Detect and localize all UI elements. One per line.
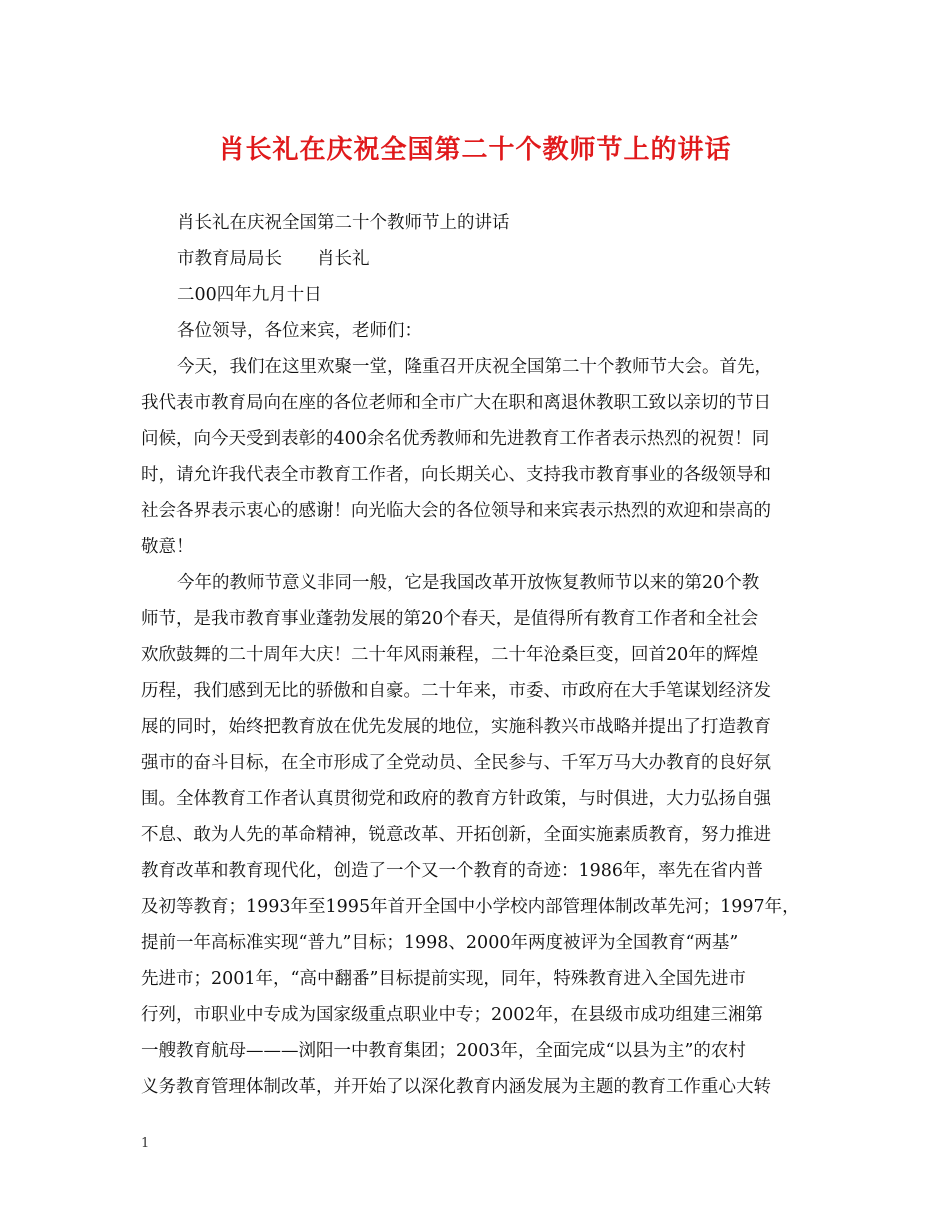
body-line: 义务教育管理体制改革，并开始了以深化教育内涵发展为主题的教育工作重心大转 <box>141 1077 771 1097</box>
document-body <box>141 205 821 1105</box>
body-line: 我代表市教育局向在座的各位老师和全市广大在职和离退休教职工致以亲切的节日 <box>141 393 771 413</box>
document-title: 肖长礼在庆祝全国第二十个教师节上的讲话 <box>218 135 732 165</box>
page-number: 1 <box>141 1136 150 1151</box>
body-line: 时，请允许我代表全市教育工作者，向长期关心、支持我市教育事业的各级领导和 <box>141 465 771 485</box>
body-line: 欢欣鼓舞的二十周年大庆！二十年风雨兼程，二十年沧桑巨变，回首20年的辉煌 <box>141 645 759 665</box>
body-line: 先进市；2001年，“高中翻番”目标提前实现，同年，特殊教育进入全国先进市 <box>141 969 746 989</box>
body-line: 教育改革和教育现代化，创造了一个又一个教育的奇迹：1986年，率先在省内普 <box>141 861 764 881</box>
body-line: 问候，向今天受到表彰的400余名优秀教师和先进教育工作者表示热烈的祝贺！同 <box>141 429 770 449</box>
body-line: 敬意！ <box>141 537 194 557</box>
body-line: 行列，市职业中专成为国家级重点职业中专；2002年，在县级市成功组建三湘第 <box>141 1005 764 1025</box>
body-line: 今年的教师节意义非同一般，它是我国改革开放恢复教师节以来的第20个教 <box>177 573 760 593</box>
body-line: 围。全体教育工作者认真贯彻党和政府的教育方针政策，与时俱进，大力弘扬自强 <box>141 789 771 809</box>
body-line: 历程，我们感到无比的骄傲和自豪。二十年来，市委、市政府在大手笔谋划经济发 <box>141 681 771 701</box>
body-line: 市教育局局长 肖长礼 <box>177 249 370 269</box>
body-line: 今天，我们在这里欢聚一堂，隆重召开庆祝全国第二十个教师节大会。首先， <box>177 357 772 377</box>
body-line: 各位领导，各位来宾，老师们： <box>177 321 422 341</box>
body-line: 肖长礼在庆祝全国第二十个教师节上的讲话 <box>177 213 510 233</box>
body-line: 强市的奋斗目标，在全市形成了全党动员、全民参与、千军万马大办教育的良好氛 <box>141 753 771 773</box>
body-line: 不息、敢为人先的革命精神，锐意改革、开拓创新，全面实施素质教育，努力推进 <box>141 825 771 845</box>
body-line: 二00四年九月十日 <box>177 285 322 305</box>
body-line: 及初等教育；1993年至1995年首开全国中小学校内部管理体制改革先河；1997年， <box>141 897 800 917</box>
body-line: 提前一年高标准实现“普九”目标；1998、2000年两度被评为全国教育“两基” <box>141 933 739 953</box>
body-line: 展的同时，始终把教育放在优先发展的地位，实施科教兴市战略并提出了打造教育 <box>141 717 771 737</box>
body-line: 一艘教育航母———浏阳一中教育集团；2003年，全面完成“以县为主”的农村 <box>141 1041 746 1061</box>
body-line: 社会各界表示衷心的感谢！向光临大会的各位领导和来宾表示热烈的欢迎和崇高的 <box>141 501 771 521</box>
body-line: 师节，是我市教育事业蓬勃发展的第20个春天，是值得所有教育工作者和全社会 <box>141 609 759 629</box>
